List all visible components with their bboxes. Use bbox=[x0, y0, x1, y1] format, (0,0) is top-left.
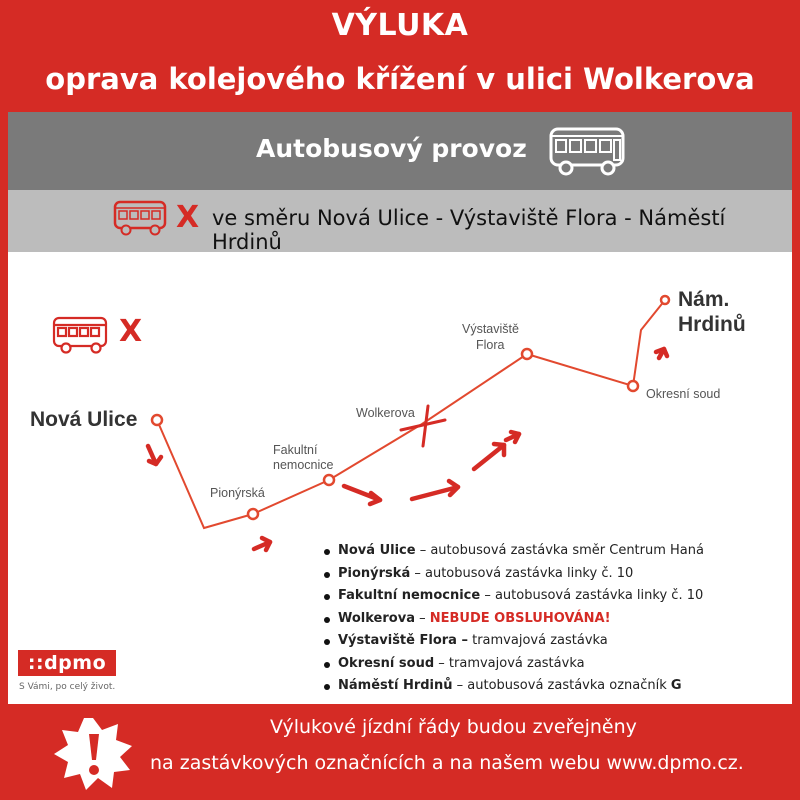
label-nam-1: Nám. bbox=[678, 288, 730, 311]
label-nova-ulice: Nová Ulice bbox=[30, 408, 138, 431]
legend-item: Okresní soud – tramvajová zastávka bbox=[324, 653, 704, 676]
map-no-service-mark: X bbox=[119, 314, 143, 349]
legend-item: Náměstí Hrdinů – autobusová zastávka označník G bbox=[324, 675, 704, 698]
page-title: VÝLUKA bbox=[331, 8, 469, 43]
map-bus-icon bbox=[54, 318, 106, 353]
label-vystaviste-1: Výstaviště bbox=[462, 322, 519, 336]
bus-service-label: Autobusový provoz bbox=[256, 134, 527, 163]
dpmo-logo: ::dpmo bbox=[18, 650, 116, 676]
detour-arrows bbox=[148, 349, 667, 550]
label-wolkerova: Wolkerova bbox=[356, 406, 415, 420]
label-fakultni-2: nemocnice bbox=[273, 458, 334, 472]
closed-warning: NEBUDE OBSLUHOVÁNA! bbox=[429, 610, 611, 626]
stop-pionyrska bbox=[248, 509, 258, 519]
legend-item: Fakultní nemocnice – autobusová zastávka linky č. 10 bbox=[324, 585, 704, 608]
legend-item: Nová Ulice – autobusová zastávka směr Centrum Haná bbox=[324, 540, 704, 563]
stop-vystaviste-flora bbox=[522, 349, 532, 359]
label-fakultni-1: Fakultní bbox=[273, 443, 318, 457]
stop-legend bbox=[324, 540, 704, 698]
legend-item: Pionýrská – autobusová zastávka linky č. 10 bbox=[324, 563, 704, 586]
stop-nam-hrdinu bbox=[661, 296, 669, 304]
legend-item: Wolkerova – NEBUDE OBSLUHOVÁNA! bbox=[324, 608, 704, 631]
direction-text: ve směru Nová Ulice - Výstaviště Flora - Náměstí Hrdinů bbox=[212, 206, 726, 254]
label-pionyrska: Pionýrská bbox=[210, 486, 265, 500]
footer-line-1: Výlukové jízdní řády budou zveřejněny bbox=[270, 716, 637, 738]
header bbox=[0, 0, 800, 108]
logo-tagline: S Vámi, po celý život. bbox=[19, 682, 116, 692]
no-service-mark: X bbox=[176, 200, 200, 235]
info-panel bbox=[8, 112, 792, 704]
stop-nova-ulice bbox=[152, 415, 162, 425]
stop-okresni-soud bbox=[628, 381, 638, 391]
stop-fakultni-nemocnice bbox=[324, 475, 334, 485]
footer-line-2: na zastávkových označnících a na našem webu www.dpmo.cz. bbox=[150, 752, 744, 774]
label-nam-2: Hrdinů bbox=[678, 313, 746, 336]
legend-item: Výstaviště Flora – tramvajová zastávka bbox=[324, 630, 704, 653]
page-subtitle: oprava kolejového křížení v ulici Wolkerova bbox=[45, 62, 755, 96]
label-vystaviste-2: Flora bbox=[476, 338, 505, 352]
label-okresni-soud: Okresní soud bbox=[646, 387, 721, 401]
footer bbox=[0, 704, 800, 800]
